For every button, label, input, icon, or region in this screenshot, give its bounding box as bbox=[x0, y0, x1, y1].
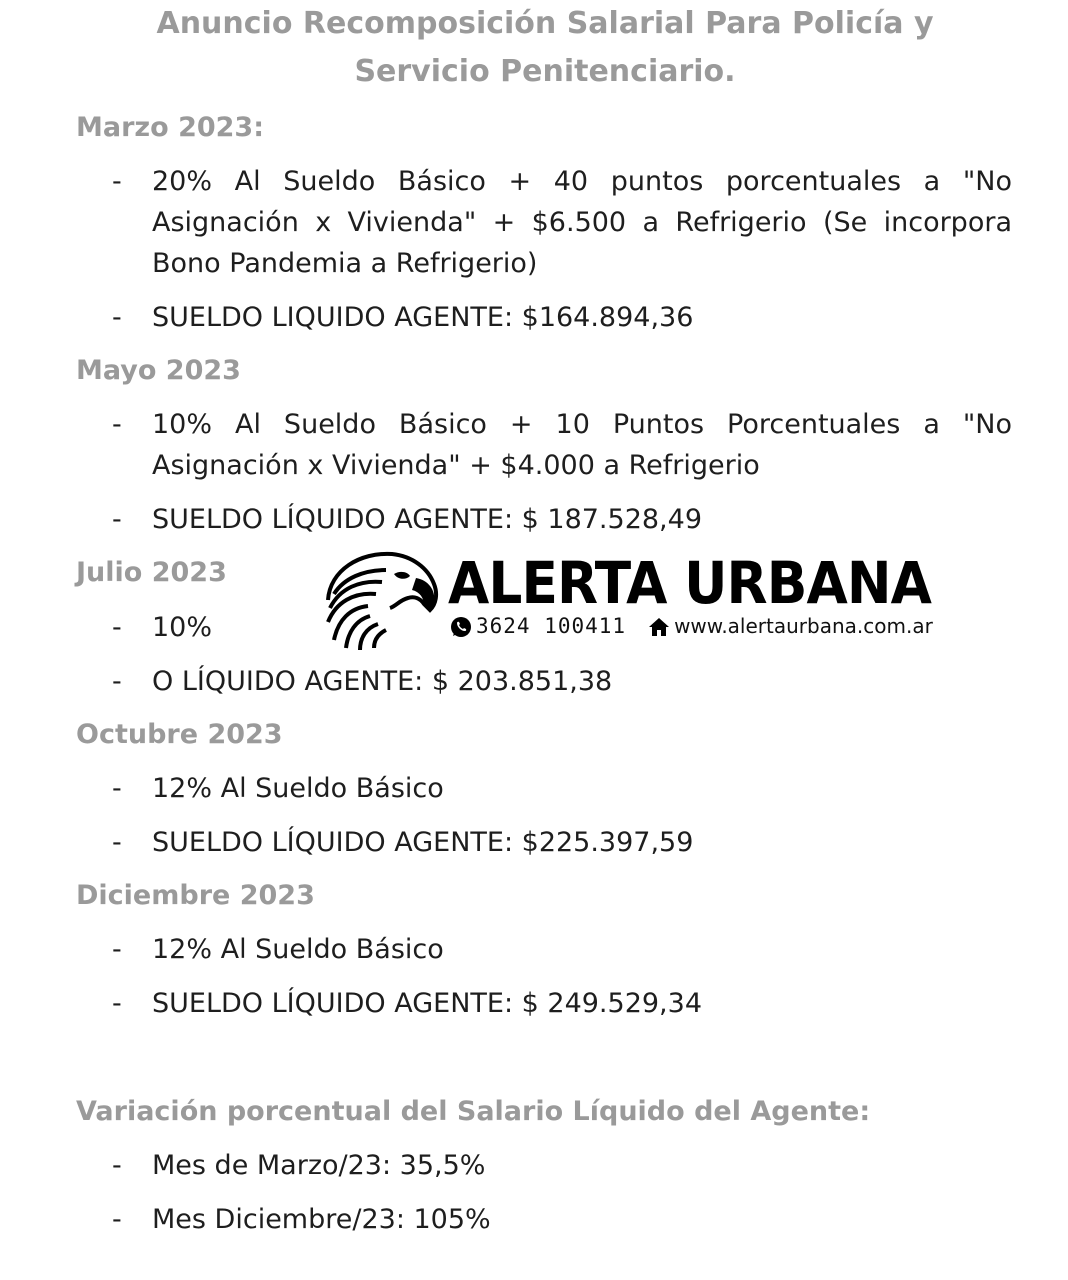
eagle-logo-icon bbox=[320, 548, 440, 652]
variation-heading: Variación porcentual del Salario Líquido del Agente: bbox=[76, 1096, 871, 1127]
list-item bbox=[112, 161, 1012, 284]
section-heading-octubre: Octubre 2023 bbox=[76, 719, 283, 750]
list-item-text: 10% Al Sueldo Básico + 10 Puntos Porcentuales a "No Asignación x Vivienda" + $4.000 a Refrigerio bbox=[152, 409, 1012, 481]
list-item bbox=[112, 983, 1012, 1024]
bullet-dash: - bbox=[112, 934, 122, 965]
list-item bbox=[112, 1145, 1012, 1186]
bullet-dash: - bbox=[112, 773, 122, 804]
contact-line bbox=[450, 612, 933, 640]
watermark-logo bbox=[320, 548, 980, 654]
list-item-text: 20% Al Sueldo Básico + 40 puntos porcentuales a "No Asignación x Vivienda" + $6.500 a Refrigerio (Se incorpora Bono Pandemia a Refrigerio) bbox=[152, 166, 1012, 279]
section-heading-mayo: Mayo 2023 bbox=[76, 355, 241, 386]
list-item bbox=[112, 822, 1012, 863]
bullet-dash: - bbox=[112, 1150, 122, 1181]
document-title-line-1: Anuncio Recomposición Salarial Para Policía y bbox=[156, 6, 934, 41]
list-item bbox=[112, 1199, 1012, 1240]
home-icon bbox=[648, 617, 670, 637]
whatsapp-icon bbox=[450, 616, 472, 638]
list-item bbox=[112, 768, 1012, 809]
section-heading-diciembre: Diciembre 2023 bbox=[76, 880, 315, 911]
section-heading-marzo: Marzo 2023: bbox=[76, 112, 265, 143]
list-item bbox=[112, 404, 1012, 486]
phone-number: 3624 100411 bbox=[476, 614, 627, 638]
bullet-dash: - bbox=[112, 302, 122, 333]
list-item-text: O LÍQUIDO AGENTE: $ 203.851,38 bbox=[152, 666, 613, 697]
list-item-text: SUELDO LÍQUIDO AGENTE: $ 187.528,49 bbox=[152, 504, 702, 535]
list-item-text: SUELDO LIQUIDO AGENTE: $164.894,36 bbox=[152, 302, 694, 333]
brand-name: ALERTA URBANA bbox=[448, 549, 931, 617]
document-title-line-2: Servicio Penitenciario. bbox=[354, 54, 736, 89]
section-heading-julio: Julio 2023 bbox=[76, 557, 227, 588]
bullet-dash: - bbox=[112, 988, 122, 1019]
bullet-dash: - bbox=[112, 409, 122, 440]
bullet-dash: - bbox=[112, 612, 122, 643]
list-item-text: Mes Diciembre/23: 105% bbox=[152, 1204, 491, 1235]
list-item-text: Mes de Marzo/23: 35,5% bbox=[152, 1150, 486, 1181]
bullet-dash: - bbox=[112, 1204, 122, 1235]
list-item-text: SUELDO LÍQUIDO AGENTE: $ 249.529,34 bbox=[152, 988, 702, 1019]
list-item-text: 10% bbox=[152, 612, 213, 643]
list-item bbox=[112, 929, 1012, 970]
bullet-dash: - bbox=[112, 666, 122, 697]
list-item bbox=[112, 661, 1012, 702]
bullet-dash: - bbox=[112, 504, 122, 535]
list-item bbox=[112, 499, 1012, 540]
list-item bbox=[112, 297, 1012, 338]
list-item-text: 12% Al Sueldo Básico bbox=[152, 934, 444, 965]
website-url: www.alertaurbana.com.ar bbox=[674, 614, 933, 638]
document-title bbox=[40, 0, 1050, 96]
list-item-text: 12% Al Sueldo Básico bbox=[152, 773, 444, 804]
bullet-dash: - bbox=[112, 166, 122, 197]
list-item-text: SUELDO LÍQUIDO AGENTE: $225.397,59 bbox=[152, 827, 694, 858]
bullet-dash: - bbox=[112, 827, 122, 858]
